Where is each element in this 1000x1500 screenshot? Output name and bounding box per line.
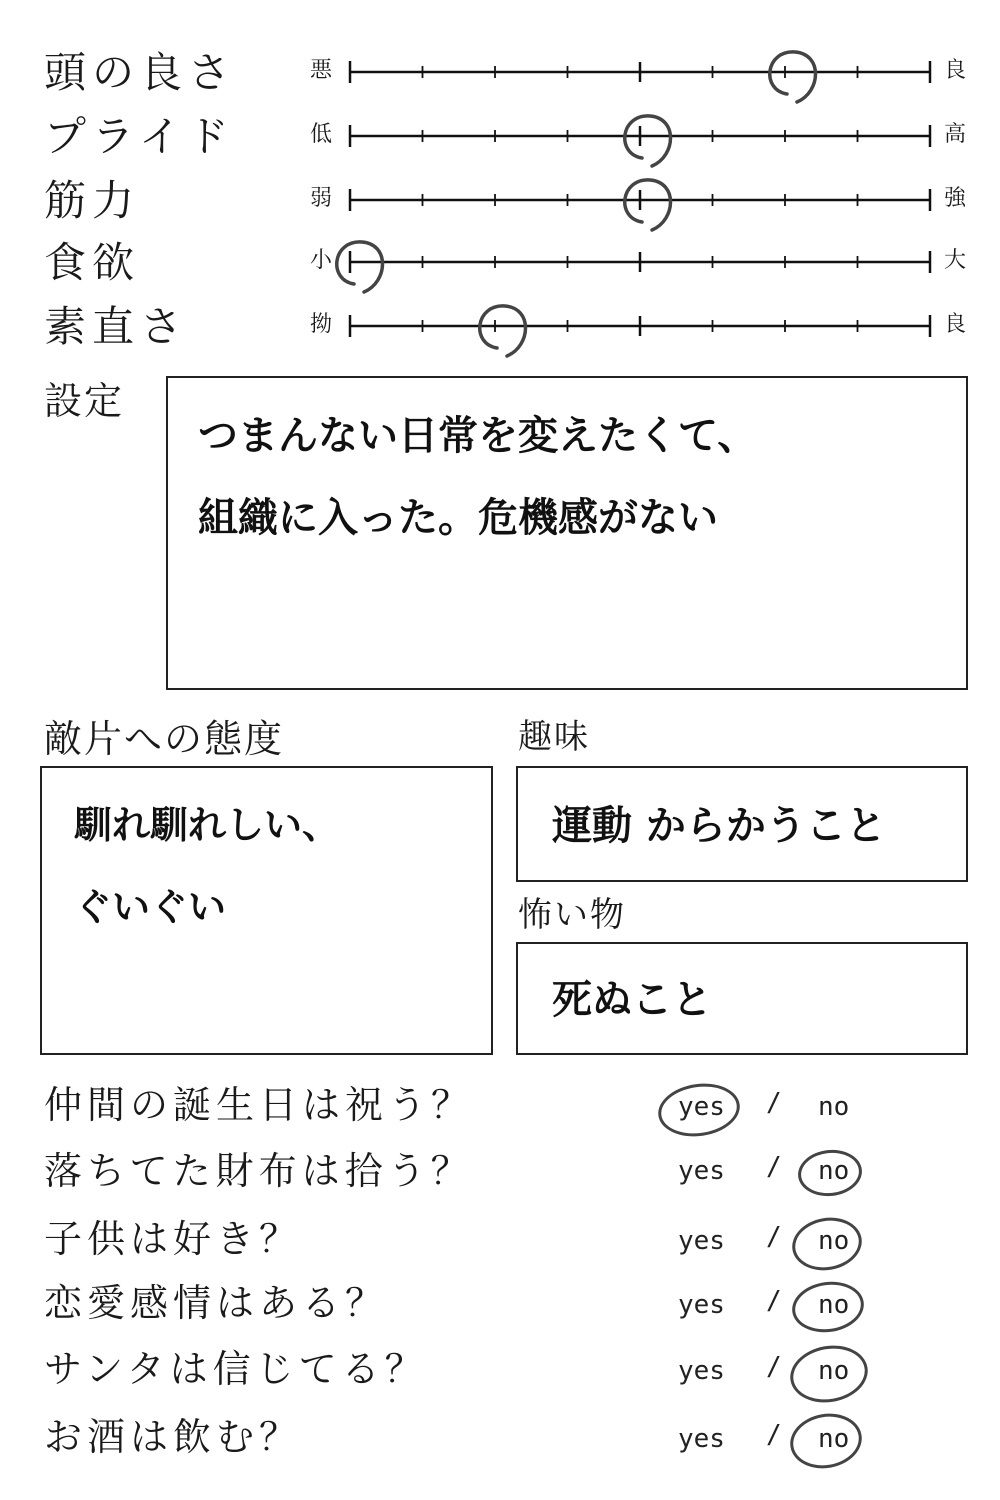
yes-option[interactable]: yes bbox=[678, 1424, 725, 1454]
separator: / bbox=[766, 1222, 782, 1252]
slider-track bbox=[340, 116, 940, 156]
separator: / bbox=[766, 1420, 782, 1450]
slider-circle-mark bbox=[625, 180, 671, 230]
slider-track bbox=[340, 306, 940, 346]
slider-right-label: 高 bbox=[944, 122, 967, 147]
slider-right-label: 大 bbox=[944, 248, 967, 273]
hobby-text: 運動 からかうこと bbox=[552, 802, 886, 849]
answer-circle-mark bbox=[786, 1340, 873, 1409]
question-text: 落ちてた財布は拾う？ bbox=[44, 1149, 474, 1193]
slider-left-label: 拗 bbox=[310, 312, 333, 337]
settings-label: 設定 bbox=[44, 379, 125, 423]
slider-left-label: 弱 bbox=[310, 186, 333, 211]
slider-label: 素直さ bbox=[44, 302, 189, 351]
slider-right-label: 良 bbox=[944, 312, 967, 337]
slider-right-label: 良 bbox=[944, 58, 967, 83]
slider-track bbox=[340, 180, 940, 220]
attitude-line-1: 馴れ馴れしい、 bbox=[74, 802, 341, 847]
fear-text: 死ぬこと bbox=[552, 976, 712, 1023]
answer-circle-mark bbox=[796, 1147, 864, 1199]
slider-left-label: 小 bbox=[310, 248, 333, 273]
settings-line-2: 組織に入った。危機感がない bbox=[198, 494, 718, 541]
slider-label: 頭の良さ bbox=[44, 48, 237, 97]
slider-label: 食欲 bbox=[44, 238, 141, 287]
slider-left-label: 低 bbox=[310, 122, 333, 147]
question-text: サンタは信じてる？ bbox=[44, 1347, 428, 1391]
slider-track bbox=[340, 242, 940, 282]
no-option[interactable]: no bbox=[818, 1226, 850, 1256]
attitude-box bbox=[40, 766, 493, 1055]
slider-circle-mark bbox=[625, 116, 671, 166]
no-option[interactable]: no bbox=[818, 1424, 850, 1454]
yes-option[interactable]: yes bbox=[678, 1092, 725, 1122]
question-text: 子供は好き？ bbox=[44, 1217, 303, 1261]
answer-circle-mark bbox=[786, 1408, 866, 1474]
slider-left-label: 悪 bbox=[310, 58, 333, 83]
no-option[interactable]: no bbox=[818, 1356, 850, 1386]
settings-box bbox=[166, 376, 968, 690]
answer-circle-mark bbox=[655, 1079, 743, 1142]
attitude-label: 敵片への態度 bbox=[44, 717, 285, 761]
yes-option[interactable]: yes bbox=[678, 1156, 725, 1186]
settings-line-1: つまんない日常を変えたくて、 bbox=[198, 412, 758, 459]
hobby-label: 趣味 bbox=[518, 717, 590, 757]
answer-circle-mark bbox=[789, 1277, 867, 1337]
slider-label: プライド bbox=[44, 112, 235, 161]
no-option[interactable]: no bbox=[818, 1290, 850, 1320]
question-text: お酒は飲む？ bbox=[44, 1415, 303, 1459]
no-option[interactable]: no bbox=[818, 1156, 850, 1186]
question-text: 恋愛感情はある？ bbox=[44, 1281, 389, 1325]
answer-circle-mark bbox=[788, 1212, 866, 1275]
no-option[interactable]: no bbox=[818, 1092, 850, 1122]
yes-option[interactable]: yes bbox=[678, 1226, 725, 1256]
slider-right-label: 強 bbox=[944, 186, 967, 211]
yes-option[interactable]: yes bbox=[678, 1356, 725, 1386]
separator: / bbox=[766, 1088, 782, 1118]
slider-track bbox=[340, 52, 940, 92]
separator: / bbox=[766, 1352, 782, 1382]
fear-label: 怖い物 bbox=[518, 895, 626, 935]
question-text: 仲間の誕生日は祝う？ bbox=[44, 1083, 475, 1127]
slider-label: 筋力 bbox=[44, 176, 141, 225]
slider-circle-mark bbox=[337, 242, 383, 292]
slider-circle-mark bbox=[770, 52, 816, 102]
separator: / bbox=[766, 1286, 782, 1316]
hobby-box bbox=[516, 766, 968, 882]
fear-box bbox=[516, 942, 968, 1055]
separator: / bbox=[766, 1152, 782, 1182]
slider-circle-mark bbox=[480, 306, 526, 356]
yes-option[interactable]: yes bbox=[678, 1290, 725, 1320]
attitude-line-2: ぐいぐい bbox=[74, 884, 227, 929]
